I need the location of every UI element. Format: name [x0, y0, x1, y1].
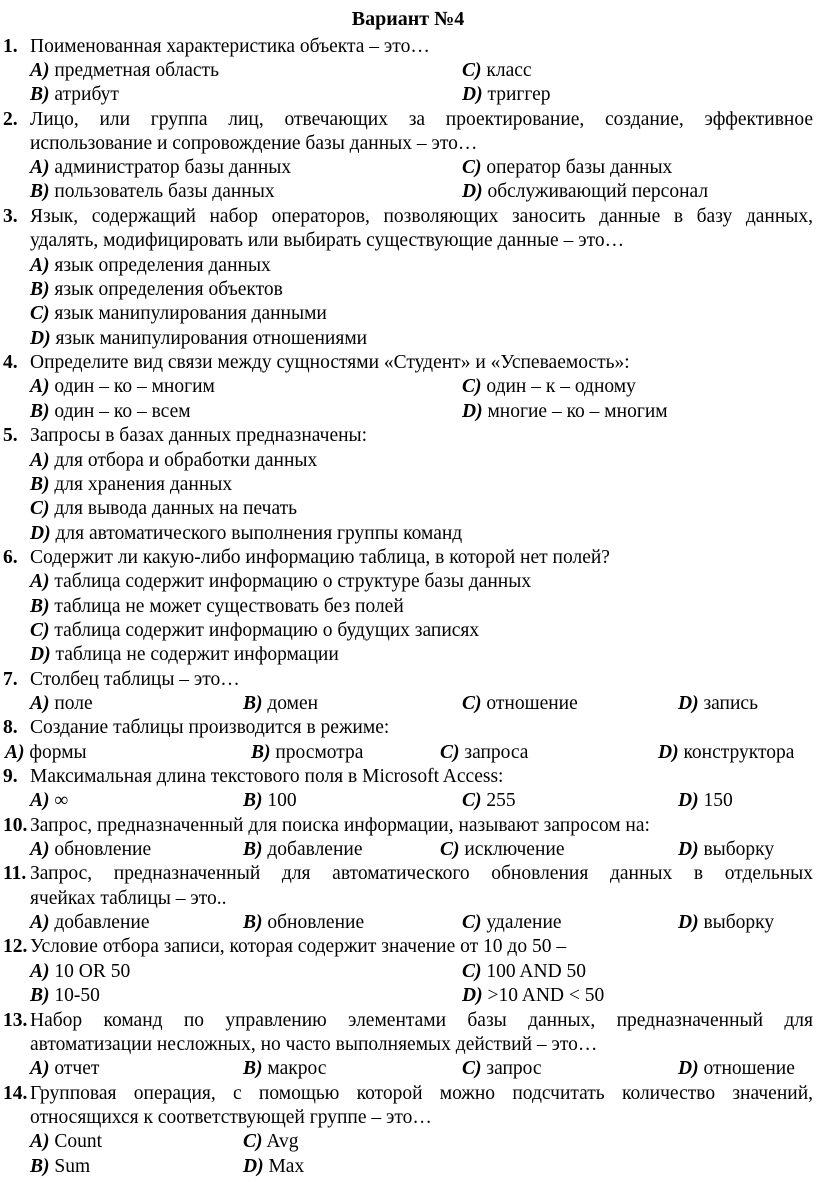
option-c: C) 255 — [462, 790, 516, 811]
option-d: D) конструктора — [658, 742, 795, 763]
option-a: A) 10 OR 50 — [30, 961, 131, 982]
question-text: Лицо, или группа лиц, отвечающих за проектирование, создание, эффективное — [30, 109, 813, 130]
question-text: Поименованная характеристика объекта – это… — [30, 36, 430, 57]
question-number: 11. — [3, 863, 27, 884]
option-c: C) язык манипулирования данными — [30, 303, 327, 324]
question-number: 8. — [3, 717, 18, 738]
question-number: 7. — [3, 669, 18, 690]
option-d: D) многие – ко – многим — [462, 401, 668, 422]
option-c: C) класс — [462, 60, 532, 81]
option-b: B) домен — [243, 693, 319, 714]
question-number: 10. — [3, 815, 28, 836]
question-number: 1. — [3, 36, 18, 57]
question-text: Условие отбора записи, которая содержит значение от 10 до 50 – — [30, 936, 567, 957]
question-text-line2: ячейках таблицы – это.. — [30, 888, 227, 909]
option-c: C) удаление — [462, 912, 562, 933]
question-number: 4. — [3, 352, 18, 373]
option-c: C) один – к – одному — [462, 376, 636, 397]
question-text-line2: использование и сопровождение базы данных – это… — [30, 133, 478, 154]
option-a: A) один – ко – многим — [30, 376, 215, 397]
question-text: Групповая операция, с помощью которой можно подсчитать количество значений, — [30, 1083, 813, 1104]
option-c: C) запрос — [462, 1058, 542, 1079]
question-number: 14. — [3, 1083, 28, 1104]
option-a: A) добавление — [30, 912, 150, 933]
option-d: D) запись — [678, 693, 758, 714]
option-c: C) запроса — [440, 742, 529, 763]
option-d: D) таблица не содержит информации — [30, 644, 339, 665]
question-text: Запрос, предназначенный для автоматического обновления данных в отдельных — [30, 863, 813, 884]
question-text: Содержит ли какую-либо информацию таблица, в которой нет полей? — [30, 547, 610, 568]
option-a: A) ∞ — [30, 790, 69, 811]
option-d: D) Max — [243, 1156, 305, 1177]
option-a: A) поле — [30, 693, 93, 714]
option-b: B) Sum — [30, 1156, 91, 1177]
option-b: B) таблица не может существовать без полей — [30, 596, 404, 617]
question-text: Определите вид связи между сущностями «Студент» и «Успеваемость»: — [30, 352, 630, 373]
question-text: Запрос, предназначенный для поиска информации, называют запросом на: — [30, 815, 650, 836]
option-a: A) администратор базы данных — [30, 157, 292, 178]
question-number: 6. — [3, 547, 18, 568]
question-text: Максимальная длина текстового поля в Microsoft Access: — [30, 766, 504, 787]
question-number: 12. — [3, 936, 28, 957]
option-d: D) отношение — [678, 1058, 795, 1079]
question-text: Запросы в базах данных предназначены: — [30, 425, 368, 446]
option-c: C) оператор базы данных — [462, 157, 673, 178]
option-c: C) таблица содержит информацию о будущих записях — [30, 620, 480, 641]
question-text: Набор команд по управлению элементами базы данных, предназначенный для — [30, 1010, 813, 1031]
option-b: B) один – ко – всем — [30, 401, 191, 422]
option-c: C) Avg — [243, 1131, 299, 1152]
option-c: C) для вывода данных на печать — [30, 498, 298, 519]
question-text: Столбец таблицы – это… — [30, 669, 240, 690]
question-number: 13. — [3, 1010, 28, 1031]
question-number: 5. — [3, 425, 18, 446]
question-number: 3. — [3, 206, 18, 227]
option-d: D) язык манипулирования отношениями — [30, 328, 368, 349]
option-d: D) триггер — [462, 84, 551, 105]
option-c: C) отношение — [462, 693, 578, 714]
question-text-line2: относящихся к соответствующей группе – это… — [30, 1107, 432, 1128]
option-d: D) выборку — [678, 839, 775, 860]
option-b: B) 100 — [243, 790, 297, 811]
option-d: D) 150 — [678, 790, 733, 811]
option-a: A) Count — [30, 1131, 103, 1152]
question-text: Язык, содержащий набор операторов, позволяющих заносить данные в базу данных, — [30, 206, 813, 227]
question-text-line2: автоматизации несложных, но часто выполняемых действий – это… — [30, 1034, 598, 1055]
option-c: C) 100 AND 50 — [462, 961, 587, 982]
option-b: B) просмотра — [251, 742, 364, 763]
option-a: A) язык определения данных — [30, 255, 271, 276]
option-b: B) макрос — [243, 1058, 327, 1079]
option-a: A) отчет — [30, 1058, 100, 1079]
option-b: B) добавление — [243, 839, 363, 860]
option-c: C) исключение — [440, 839, 565, 860]
question-text-line2: удалять, модифицировать или выбирать существующие данные – это… — [30, 230, 625, 251]
option-d: D) обслуживающий персонал — [462, 181, 709, 202]
option-a: A) предметная область — [30, 60, 219, 81]
option-b: B) атрибут — [30, 84, 119, 105]
option-b: B) 10-50 — [30, 985, 100, 1006]
option-d: D) >10 AND < 50 — [462, 985, 605, 1006]
option-b: B) обновление — [243, 912, 365, 933]
option-a: A) обновление — [30, 839, 152, 860]
option-a: A) таблица содержит информацию о структуре базы данных — [30, 571, 532, 592]
option-b: B) для хранения данных — [30, 474, 233, 495]
option-b: B) язык определения объектов — [30, 279, 283, 300]
page-title: Вариант №4 — [351, 8, 465, 30]
option-d: D) для автоматического выполнения группы команд — [30, 523, 463, 544]
question-number: 9. — [3, 766, 18, 787]
option-a: A) для отбора и обработки данных — [30, 450, 318, 471]
question-text: Создание таблицы производится в режиме: — [30, 717, 390, 738]
question-number: 2. — [3, 109, 18, 130]
option-b: B) пользователь базы данных — [30, 181, 275, 202]
option-d: D) выборку — [678, 912, 775, 933]
option-a: A) формы — [5, 742, 87, 763]
